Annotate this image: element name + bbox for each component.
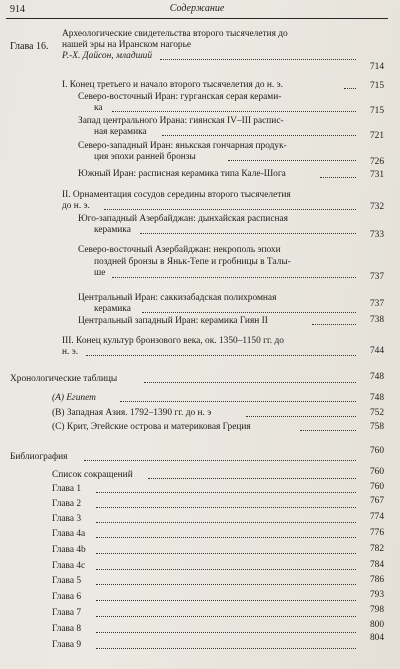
biblio-item-label: Глава 4с (52, 561, 86, 571)
biblio-item-page: 786 (369, 575, 384, 585)
chapter-title-line-1: Археологические свидетельства второго тысячелетия до (62, 29, 288, 39)
section-2-title-line-2: до н. э. (62, 201, 90, 211)
toc-page: 748 (369, 393, 384, 403)
biblio-title: Библиография (10, 452, 68, 462)
toc-leader (96, 507, 356, 508)
biblio-item-label: Глава 5 (52, 576, 82, 586)
toc-page: 737 (369, 272, 384, 282)
toc-entry-line: Запад центрального Ирана: гиянская IV–III распис- (78, 116, 284, 126)
toc-page: 732 (369, 202, 384, 212)
toc-entry-line: Юго-западный Азербайджан: дынхайская расписная (78, 214, 288, 224)
toc-leader (86, 355, 356, 356)
toc-page: 752 (369, 408, 384, 418)
toc-entry-line: ка (94, 103, 103, 113)
chapter-author: Р.-Х. Дайсон, младший (62, 51, 153, 61)
toc-page: 731 (369, 170, 384, 180)
toc-leader (148, 478, 356, 479)
toc-leader (96, 616, 356, 617)
toc-leader (96, 648, 356, 649)
toc-page: 721 (369, 131, 384, 141)
toc-entry-line: (В) Западная Азия. 1792–1390 гг. до н. э (52, 408, 212, 418)
biblio-item-page: 760 (369, 467, 384, 477)
toc-leader (312, 324, 356, 325)
biblio-item-label: Глава 8 (52, 624, 82, 634)
toc-leader (300, 430, 356, 431)
toc-entry-line: ция эпохи ранней бронзы (94, 152, 196, 162)
chrono-title: Хронологические таблицы (10, 374, 118, 384)
toc-leader (96, 537, 356, 538)
toc-entry-line: керамика (94, 304, 131, 314)
biblio-item-label: Глава 4а (52, 529, 86, 539)
toc-leader (84, 460, 356, 461)
toc-page: 758 (369, 422, 384, 432)
page-header (6, 4, 388, 19)
toc-leader (104, 209, 356, 210)
chapter-label: Глава 16. (10, 41, 49, 52)
biblio-item-page: 767 (369, 496, 384, 506)
toc-page: 715 (369, 106, 384, 116)
toc-entry-line: ше (94, 268, 106, 278)
toc-entry-line: керамика (94, 225, 131, 235)
toc-leader (162, 135, 356, 136)
toc-entry-line: Южный Иран: расписная керамика типа Кале-Шога (78, 169, 286, 179)
toc-leader (160, 59, 356, 60)
toc-entry-line: Северо-восточный Иран: гурганская серая керами- (78, 92, 282, 102)
section-2-title-line-1: II. Орнаментация сосудов середины второго тысячелетия (62, 190, 291, 200)
chapter-title-line-2: нашей эры на Иранском нагорье (62, 40, 192, 50)
running-head: Содержание (169, 3, 225, 14)
biblio-item-page: 793 (369, 590, 384, 600)
biblio-item-label: Глава 1 (52, 484, 82, 494)
toc-entry-line: Северо-западный Иран: янькская гончарная продук- (78, 141, 287, 151)
toc-leader (96, 553, 356, 554)
toc-leader (246, 416, 356, 417)
section-1-title: I. Конец третьего и начало второго тысячелетия до н. э. (62, 80, 283, 90)
toc-leader (96, 632, 356, 633)
toc-leader (228, 160, 356, 161)
toc-leader (120, 401, 356, 402)
biblio-item-page: 760 (369, 482, 384, 492)
page-number: 914 (10, 4, 25, 15)
biblio-item-page: 784 (369, 560, 384, 570)
toc-page: 726 (369, 157, 384, 167)
toc-entry-line: (А) Египет (52, 393, 96, 403)
biblio-item-label: Глава 3 (52, 514, 82, 524)
toc-page: 733 (369, 230, 384, 240)
toc-leader (144, 382, 356, 383)
biblio-item-label: Глава 7 (52, 608, 82, 618)
toc-page: 744 (369, 346, 384, 356)
toc-leader (96, 584, 356, 585)
biblio-item-label: Список сокращений (52, 470, 133, 480)
toc-leader (320, 177, 356, 178)
toc-leader (112, 277, 356, 278)
biblio-item-page: 776 (369, 528, 384, 538)
toc-entry-line: Центральный Иран: саккизабадская полихромная (78, 293, 277, 303)
toc-entry-line: поздней бронзы в Яньк-Тепе и гробницы в Талы- (94, 257, 291, 267)
toc-leader (112, 111, 356, 112)
biblio-item-page: 774 (369, 512, 384, 522)
biblio-item-label: Глава 6 (52, 592, 82, 602)
toc-page: 737 (369, 299, 384, 309)
toc-page: 760 (369, 446, 384, 456)
biblio-item-label: Глава 9 (52, 640, 82, 650)
biblio-item-label: Глава 2 (52, 499, 82, 509)
biblio-item-page: 798 (369, 605, 384, 615)
biblio-item-page: 782 (369, 544, 384, 554)
toc-leader (96, 492, 356, 493)
toc-page: 715 (369, 81, 384, 91)
toc-page: 714 (369, 62, 384, 72)
toc-leader (142, 312, 356, 313)
toc-leader (96, 522, 356, 523)
toc-entry-line: ная керамика (94, 127, 147, 137)
biblio-item-page: 800 (369, 620, 384, 630)
toc-leader (96, 600, 356, 601)
toc-leader (344, 88, 356, 89)
section-3-title-line-2: н. э. (62, 347, 79, 357)
toc-leader (140, 233, 356, 234)
toc-entry-line: Северо-восточный Азербайджан: некрополь эпохи (78, 245, 281, 255)
toc-entry-line: (С) Крит, Эгейские острова и материковая Греция (52, 422, 251, 432)
toc-page: 738 (369, 315, 384, 325)
toc-page: 748 (369, 372, 384, 382)
section-3-title-line-1: III. Конец культур бронзового века, ок. 1350–1150 гг. до (62, 336, 284, 346)
toc-leader (96, 569, 356, 570)
toc-entry-line: Центральный западный Иран: керамика Гиян II (78, 316, 268, 326)
biblio-item-page: 804 (369, 633, 384, 643)
biblio-item-label: Глава 4b (52, 545, 86, 555)
